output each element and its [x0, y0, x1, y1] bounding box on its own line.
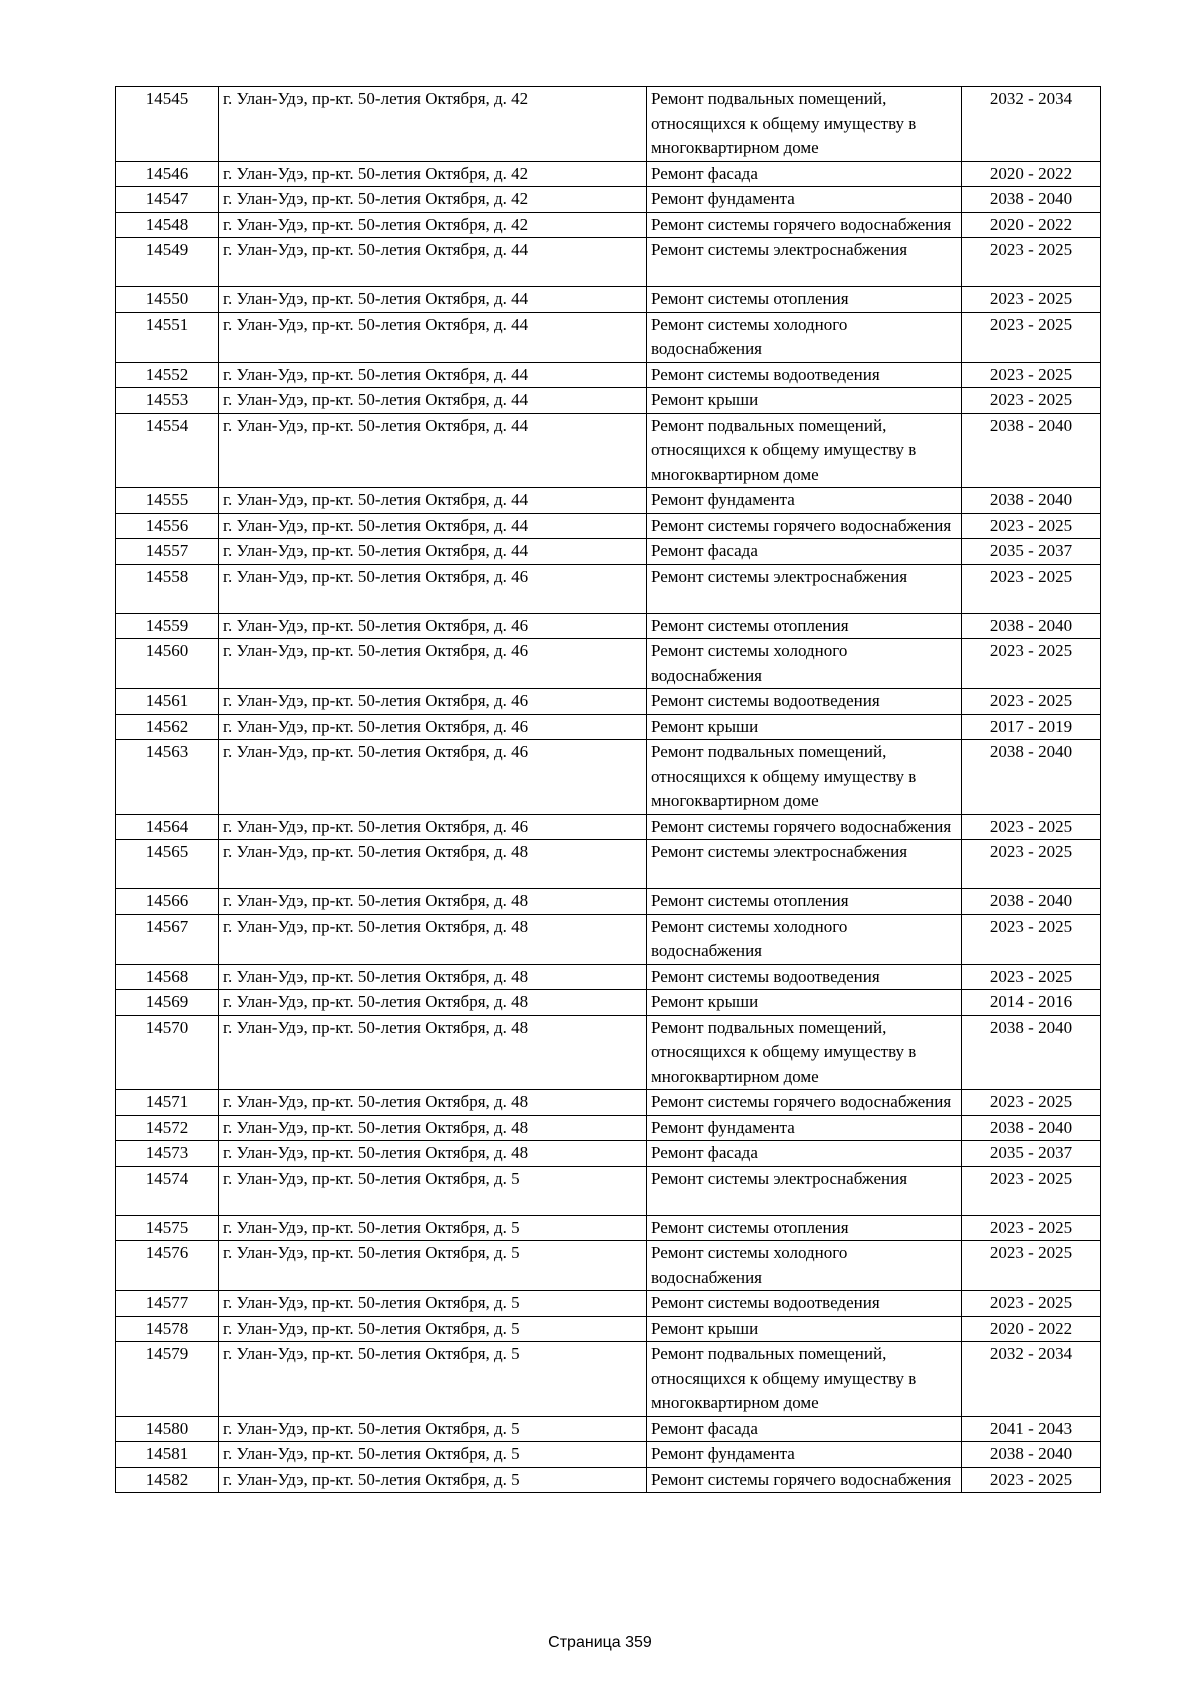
work-type-cell: Ремонт подвальных помещений, относящихся к общему имуществу в многоквартирном доме	[647, 1342, 962, 1417]
address-cell: г. Улан-Удэ, пр-кт. 50-летия Октября, д. 44	[219, 362, 647, 388]
address-cell: г. Улан-Удэ, пр-кт. 50-летия Октября, д. 44	[219, 238, 647, 287]
table-row	[116, 388, 1101, 414]
work-type-cell: Ремонт фундамента	[647, 488, 962, 514]
row-number-cell: 14579	[116, 1342, 219, 1417]
table-row	[116, 238, 1101, 287]
table-row	[116, 639, 1101, 689]
work-type-cell: Ремонт системы электроснабжения	[647, 840, 962, 889]
table-row	[116, 613, 1101, 639]
address-cell: г. Улан-Удэ, пр-кт. 50-летия Октября, д. 48	[219, 1090, 647, 1116]
address-cell: г. Улан-Удэ, пр-кт. 50-летия Октября, д. 42	[219, 161, 647, 187]
row-number-cell: 14560	[116, 639, 219, 689]
work-type-cell: Ремонт системы отопления	[647, 287, 962, 313]
row-number-cell: 14552	[116, 362, 219, 388]
period-cell: 2023 - 2025	[962, 362, 1101, 388]
row-number-cell: 14578	[116, 1316, 219, 1342]
row-number-cell: 14570	[116, 1015, 219, 1090]
period-cell: 2023 - 2025	[962, 388, 1101, 414]
row-number-cell: 14545	[116, 87, 219, 162]
table-row	[116, 564, 1101, 613]
row-number-cell: 14555	[116, 488, 219, 514]
work-type-cell: Ремонт системы холодного водоснабжения	[647, 914, 962, 964]
period-cell: 2023 - 2025	[962, 1291, 1101, 1317]
address-cell: г. Улан-Удэ, пр-кт. 50-летия Октября, д. 46	[219, 564, 647, 613]
address-cell: г. Улан-Удэ, пр-кт. 50-летия Октября, д. 46	[219, 689, 647, 715]
table-row	[116, 1166, 1101, 1215]
work-type-cell: Ремонт системы водоотведения	[647, 362, 962, 388]
address-cell: г. Улан-Удэ, пр-кт. 50-летия Октября, д. 44	[219, 539, 647, 565]
row-number-cell: 14550	[116, 287, 219, 313]
work-type-cell: Ремонт системы электроснабжения	[647, 238, 962, 287]
period-cell: 2023 - 2025	[962, 914, 1101, 964]
work-type-cell: Ремонт крыши	[647, 714, 962, 740]
work-type-cell: Ремонт подвальных помещений, относящихся к общему имуществу в многоквартирном доме	[647, 740, 962, 815]
table-row	[116, 1015, 1101, 1090]
period-cell: 2020 - 2022	[962, 1316, 1101, 1342]
table-row	[116, 889, 1101, 915]
work-type-cell: Ремонт системы холодного водоснабжения	[647, 1241, 962, 1291]
table-row	[116, 814, 1101, 840]
period-cell: 2038 - 2040	[962, 488, 1101, 514]
period-cell: 2023 - 2025	[962, 1166, 1101, 1215]
page-number: Страница 359	[548, 1634, 652, 1651]
period-cell: 2023 - 2025	[962, 689, 1101, 715]
work-type-cell: Ремонт системы горячего водоснабжения	[647, 814, 962, 840]
table-row	[116, 1115, 1101, 1141]
address-cell: г. Улан-Удэ, пр-кт. 50-летия Октября, д. 44	[219, 287, 647, 313]
row-number-cell: 14567	[116, 914, 219, 964]
address-cell: г. Улан-Удэ, пр-кт. 50-летия Октября, д. 48	[219, 840, 647, 889]
period-cell: 2035 - 2037	[962, 539, 1101, 565]
row-number-cell: 14574	[116, 1166, 219, 1215]
work-type-cell: Ремонт системы горячего водоснабжения	[647, 513, 962, 539]
row-number-cell: 14563	[116, 740, 219, 815]
row-number-cell: 14561	[116, 689, 219, 715]
address-cell: г. Улан-Удэ, пр-кт. 50-летия Октября, д. 5	[219, 1215, 647, 1241]
address-cell: г. Улан-Удэ, пр-кт. 50-летия Октября, д. 5	[219, 1442, 647, 1468]
row-number-cell: 14548	[116, 212, 219, 238]
row-number-cell: 14571	[116, 1090, 219, 1116]
period-cell: 2023 - 2025	[962, 513, 1101, 539]
row-number-cell: 14582	[116, 1467, 219, 1493]
row-number-cell: 14566	[116, 889, 219, 915]
table-row	[116, 513, 1101, 539]
address-cell: г. Улан-Удэ, пр-кт. 50-летия Октября, д. 5	[219, 1166, 647, 1215]
row-number-cell: 14547	[116, 187, 219, 213]
row-number-cell: 14576	[116, 1241, 219, 1291]
period-cell: 2020 - 2022	[962, 161, 1101, 187]
table-row	[116, 1442, 1101, 1468]
period-cell: 2023 - 2025	[962, 287, 1101, 313]
address-cell: г. Улан-Удэ, пр-кт. 50-летия Октября, д. 48	[219, 1015, 647, 1090]
address-cell: г. Улан-Удэ, пр-кт. 50-летия Октября, д. 46	[219, 613, 647, 639]
address-cell: г. Улан-Удэ, пр-кт. 50-летия Октября, д. 46	[219, 740, 647, 815]
row-number-cell: 14562	[116, 714, 219, 740]
work-type-cell: Ремонт системы водоотведения	[647, 1291, 962, 1317]
work-type-cell: Ремонт фасада	[647, 539, 962, 565]
period-cell: 2038 - 2040	[962, 1115, 1101, 1141]
work-type-cell: Ремонт системы водоотведения	[647, 964, 962, 990]
period-cell: 2023 - 2025	[962, 1215, 1101, 1241]
period-cell: 2023 - 2025	[962, 1090, 1101, 1116]
work-type-cell: Ремонт подвальных помещений, относящихся к общему имуществу в многоквартирном доме	[647, 1015, 962, 1090]
work-type-cell: Ремонт системы холодного водоснабжения	[647, 312, 962, 362]
period-cell: 2038 - 2040	[962, 187, 1101, 213]
period-cell: 2023 - 2025	[962, 238, 1101, 287]
row-number-cell: 14556	[116, 513, 219, 539]
work-type-cell: Ремонт крыши	[647, 990, 962, 1016]
address-cell: г. Улан-Удэ, пр-кт. 50-летия Октября, д. 48	[219, 1141, 647, 1167]
address-cell: г. Улан-Удэ, пр-кт. 50-летия Октября, д. 44	[219, 388, 647, 414]
table-row	[116, 87, 1101, 162]
row-number-cell: 14564	[116, 814, 219, 840]
work-type-cell: Ремонт системы отопления	[647, 1215, 962, 1241]
row-number-cell: 14558	[116, 564, 219, 613]
work-type-cell: Ремонт системы отопления	[647, 613, 962, 639]
work-type-cell: Ремонт системы электроснабжения	[647, 1166, 962, 1215]
table-row	[116, 1467, 1101, 1493]
address-cell: г. Улан-Удэ, пр-кт. 50-летия Октября, д. 5	[219, 1467, 647, 1493]
row-number-cell: 14565	[116, 840, 219, 889]
row-number-cell: 14573	[116, 1141, 219, 1167]
address-cell: г. Улан-Удэ, пр-кт. 50-летия Октября, д. 48	[219, 889, 647, 915]
work-type-cell: Ремонт системы горячего водоснабжения	[647, 212, 962, 238]
table-row	[116, 187, 1101, 213]
period-cell: 2038 - 2040	[962, 413, 1101, 488]
table-row	[116, 212, 1101, 238]
period-cell: 2017 - 2019	[962, 714, 1101, 740]
address-cell: г. Улан-Удэ, пр-кт. 50-летия Октября, д. 44	[219, 312, 647, 362]
period-cell: 2020 - 2022	[962, 212, 1101, 238]
address-cell: г. Улан-Удэ, пр-кт. 50-летия Октября, д. 5	[219, 1291, 647, 1317]
period-cell: 2023 - 2025	[962, 1241, 1101, 1291]
table-row	[116, 1291, 1101, 1317]
work-type-cell: Ремонт фундамента	[647, 1115, 962, 1141]
work-type-cell: Ремонт подвальных помещений, относящихся к общему имуществу в многоквартирном доме	[647, 413, 962, 488]
work-type-cell: Ремонт системы горячего водоснабжения	[647, 1090, 962, 1116]
repair-schedule-table	[115, 86, 1101, 1493]
work-type-cell: Ремонт фасада	[647, 1416, 962, 1442]
work-type-cell: Ремонт фасада	[647, 161, 962, 187]
table-row	[116, 1141, 1101, 1167]
table-row	[116, 312, 1101, 362]
period-cell: 2023 - 2025	[962, 840, 1101, 889]
work-type-cell: Ремонт системы холодного водоснабжения	[647, 639, 962, 689]
table-row	[116, 990, 1101, 1016]
table-row	[116, 413, 1101, 488]
address-cell: г. Улан-Удэ, пр-кт. 50-летия Октября, д. 48	[219, 990, 647, 1016]
row-number-cell: 14568	[116, 964, 219, 990]
table-row	[116, 740, 1101, 815]
period-cell: 2032 - 2034	[962, 1342, 1101, 1417]
table-row	[116, 1215, 1101, 1241]
period-cell: 2038 - 2040	[962, 1442, 1101, 1468]
row-number-cell: 14551	[116, 312, 219, 362]
address-cell: г. Улан-Удэ, пр-кт. 50-летия Октября, д. 48	[219, 964, 647, 990]
work-type-cell: Ремонт системы горячего водоснабжения	[647, 1467, 962, 1493]
period-cell: 2035 - 2037	[962, 1141, 1101, 1167]
work-type-cell: Ремонт системы отопления	[647, 889, 962, 915]
address-cell: г. Улан-Удэ, пр-кт. 50-летия Октября, д. 44	[219, 413, 647, 488]
period-cell: 2023 - 2025	[962, 312, 1101, 362]
table-row	[116, 840, 1101, 889]
address-cell: г. Улан-Удэ, пр-кт. 50-летия Октября, д. 48	[219, 1115, 647, 1141]
row-number-cell: 14572	[116, 1115, 219, 1141]
period-cell: 2038 - 2040	[962, 613, 1101, 639]
row-number-cell: 14549	[116, 238, 219, 287]
row-number-cell: 14581	[116, 1442, 219, 1468]
address-cell: г. Улан-Удэ, пр-кт. 50-летия Октября, д. 46	[219, 639, 647, 689]
table-row	[116, 689, 1101, 715]
table-body	[116, 87, 1101, 1493]
row-number-cell: 14557	[116, 539, 219, 565]
period-cell: 2023 - 2025	[962, 639, 1101, 689]
period-cell: 2038 - 2040	[962, 740, 1101, 815]
address-cell: г. Улан-Удэ, пр-кт. 50-летия Октября, д. 5	[219, 1342, 647, 1417]
work-type-cell: Ремонт системы электроснабжения	[647, 564, 962, 613]
table-row	[116, 1316, 1101, 1342]
work-type-cell: Ремонт фундамента	[647, 187, 962, 213]
address-cell: г. Улан-Удэ, пр-кт. 50-летия Октября, д. 46	[219, 714, 647, 740]
table-row	[116, 1090, 1101, 1116]
address-cell: г. Улан-Удэ, пр-кт. 50-летия Октября, д. 46	[219, 814, 647, 840]
address-cell: г. Улан-Удэ, пр-кт. 50-летия Октября, д. 48	[219, 914, 647, 964]
period-cell: 2041 - 2043	[962, 1416, 1101, 1442]
address-cell: г. Улан-Удэ, пр-кт. 50-летия Октября, д. 42	[219, 87, 647, 162]
address-cell: г. Улан-Удэ, пр-кт. 50-летия Октября, д. 42	[219, 187, 647, 213]
table-row	[116, 539, 1101, 565]
work-type-cell: Ремонт крыши	[647, 1316, 962, 1342]
work-type-cell: Ремонт фасада	[647, 1141, 962, 1167]
table-row	[116, 1241, 1101, 1291]
row-number-cell: 14553	[116, 388, 219, 414]
work-type-cell: Ремонт системы водоотведения	[647, 689, 962, 715]
address-cell: г. Улан-Удэ, пр-кт. 50-летия Октября, д. 5	[219, 1416, 647, 1442]
table-row	[116, 488, 1101, 514]
table-row	[116, 161, 1101, 187]
period-cell: 2023 - 2025	[962, 964, 1101, 990]
work-type-cell: Ремонт фундамента	[647, 1442, 962, 1468]
row-number-cell: 14580	[116, 1416, 219, 1442]
period-cell: 2014 - 2016	[962, 990, 1101, 1016]
row-number-cell: 14546	[116, 161, 219, 187]
table-row	[116, 1416, 1101, 1442]
row-number-cell: 14569	[116, 990, 219, 1016]
row-number-cell: 14577	[116, 1291, 219, 1317]
period-cell: 2032 - 2034	[962, 87, 1101, 162]
row-number-cell: 14575	[116, 1215, 219, 1241]
period-cell: 2038 - 2040	[962, 889, 1101, 915]
period-cell: 2023 - 2025	[962, 1467, 1101, 1493]
address-cell: г. Улан-Удэ, пр-кт. 50-летия Октября, д. 44	[219, 488, 647, 514]
table-row	[116, 1342, 1101, 1417]
address-cell: г. Улан-Удэ, пр-кт. 50-летия Октября, д. 5	[219, 1241, 647, 1291]
table-row	[116, 964, 1101, 990]
period-cell: 2023 - 2025	[962, 564, 1101, 613]
address-cell: г. Улан-Удэ, пр-кт. 50-летия Октября, д. 44	[219, 513, 647, 539]
period-cell: 2023 - 2025	[962, 814, 1101, 840]
work-type-cell: Ремонт подвальных помещений, относящихся к общему имуществу в многоквартирном доме	[647, 87, 962, 162]
address-cell: г. Улан-Удэ, пр-кт. 50-летия Октября, д. 42	[219, 212, 647, 238]
row-number-cell: 14554	[116, 413, 219, 488]
row-number-cell: 14559	[116, 613, 219, 639]
table-row	[116, 714, 1101, 740]
work-type-cell: Ремонт крыши	[647, 388, 962, 414]
address-cell: г. Улан-Удэ, пр-кт. 50-летия Октября, д. 5	[219, 1316, 647, 1342]
table-row	[116, 914, 1101, 964]
table-row	[116, 287, 1101, 313]
table-row	[116, 362, 1101, 388]
period-cell: 2038 - 2040	[962, 1015, 1101, 1090]
